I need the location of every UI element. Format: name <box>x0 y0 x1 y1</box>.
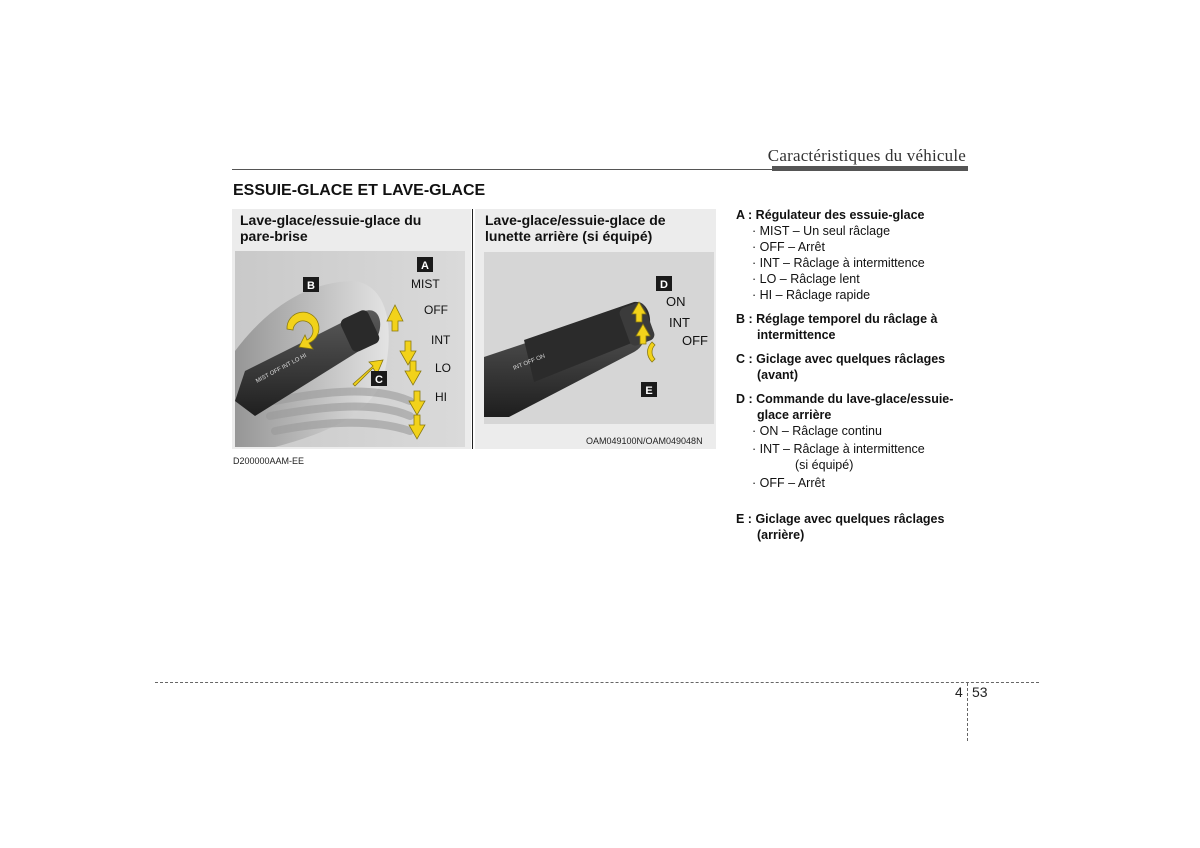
legend-b-cont: intermittence <box>757 328 836 342</box>
legend-d-item: · INT – Râclage à intermittence <box>752 442 925 456</box>
chapter-title: Caractéristiques du véhicule <box>767 146 966 165</box>
legend-d-item-cont: (si équipé) <box>795 458 854 472</box>
legend-e-head: E : Giclage avec quelques râclages <box>736 512 945 526</box>
legend-e-cont: (arrière) <box>757 528 805 542</box>
left-figure-code: D200000AAM-EE <box>233 456 305 466</box>
label-off-rear: OFF <box>682 333 708 348</box>
label-lo: LO <box>435 361 452 375</box>
label-int-rear: INT <box>669 315 690 330</box>
legend-b-head: B : Réglage temporel du râclage à <box>736 312 938 326</box>
chapter-number: 4 <box>955 684 963 700</box>
rear-wiper-diagram <box>484 252 714 424</box>
front-wiper-illustration <box>235 251 465 447</box>
section-title: ESSUIE-GLACE ET LAVE-GLACE <box>233 182 486 199</box>
svg-text:D: D <box>660 279 668 291</box>
legend-d-item: · OFF – Arrêt <box>752 476 825 490</box>
legend-a-head: A : Régulateur des essuie-glace <box>736 208 925 222</box>
badge-d <box>656 276 672 291</box>
svg-text:A: A <box>421 260 429 272</box>
rear-wiper-title-line2: lunette arrière (si équipé) <box>485 228 653 244</box>
rear-wiper-title-line1: Lave-glace/essuie-glace de <box>485 212 666 228</box>
header-bar <box>772 166 968 171</box>
legend-d-head: D : Commande du lave-glace/essuie- <box>736 392 954 406</box>
front-wiper-panel <box>232 209 471 449</box>
svg-text:MIST OFF INT LO HI: MIST OFF INT LO HI <box>255 352 308 385</box>
legend-a-item: · OFF – Arrêt <box>752 240 825 254</box>
legend-a-item: · HI – Râclage rapide <box>752 288 871 302</box>
svg-text:C: C <box>375 374 383 386</box>
right-figure-code: OAM049100N/OAM049048N <box>586 436 703 446</box>
front-wiper-title <box>240 212 421 244</box>
legend-a-item: · INT – Râclage à intermittence <box>752 256 925 270</box>
legend-a-item: · MIST – Un seul râclage <box>752 224 891 238</box>
svg-text:E: E <box>645 385 653 397</box>
page-number: 53 <box>972 684 988 700</box>
label-mist: MIST <box>411 277 440 291</box>
legend-a-item: · LO – Râclage lent <box>752 272 860 286</box>
rear-wiper-illustration <box>484 252 714 424</box>
badge-c <box>371 371 387 386</box>
svg-text:INT OFF ON: INT OFF ON <box>512 353 547 372</box>
legend-d-item: · ON – Râclage continu <box>752 424 882 438</box>
label-off: OFF <box>424 303 448 317</box>
front-wiper-title-line2: pare-brise <box>240 228 308 244</box>
badge-a <box>417 257 433 272</box>
page-header <box>232 142 968 172</box>
badge-b <box>303 277 319 292</box>
footer-rule <box>155 682 1039 683</box>
front-wiper-title-line1: Lave-glace/essuie-glace du <box>240 212 422 228</box>
badge-e <box>641 382 657 397</box>
label-on: ON <box>666 294 686 309</box>
rear-wiper-title <box>485 212 666 244</box>
legend <box>736 207 976 543</box>
label-hi: HI <box>435 390 447 404</box>
rear-wiper-panel <box>475 209 716 449</box>
legend-d-cont: glace arrière <box>757 408 832 422</box>
svg-text:B: B <box>307 280 315 292</box>
footer-vrule <box>967 683 968 741</box>
front-wiper-diagram <box>235 251 465 447</box>
panel-divider <box>472 209 473 449</box>
legend-c-head: C : Giclage avec quelques râclages <box>736 352 946 366</box>
legend-c-cont: (avant) <box>757 368 798 382</box>
label-int: INT <box>431 333 451 347</box>
